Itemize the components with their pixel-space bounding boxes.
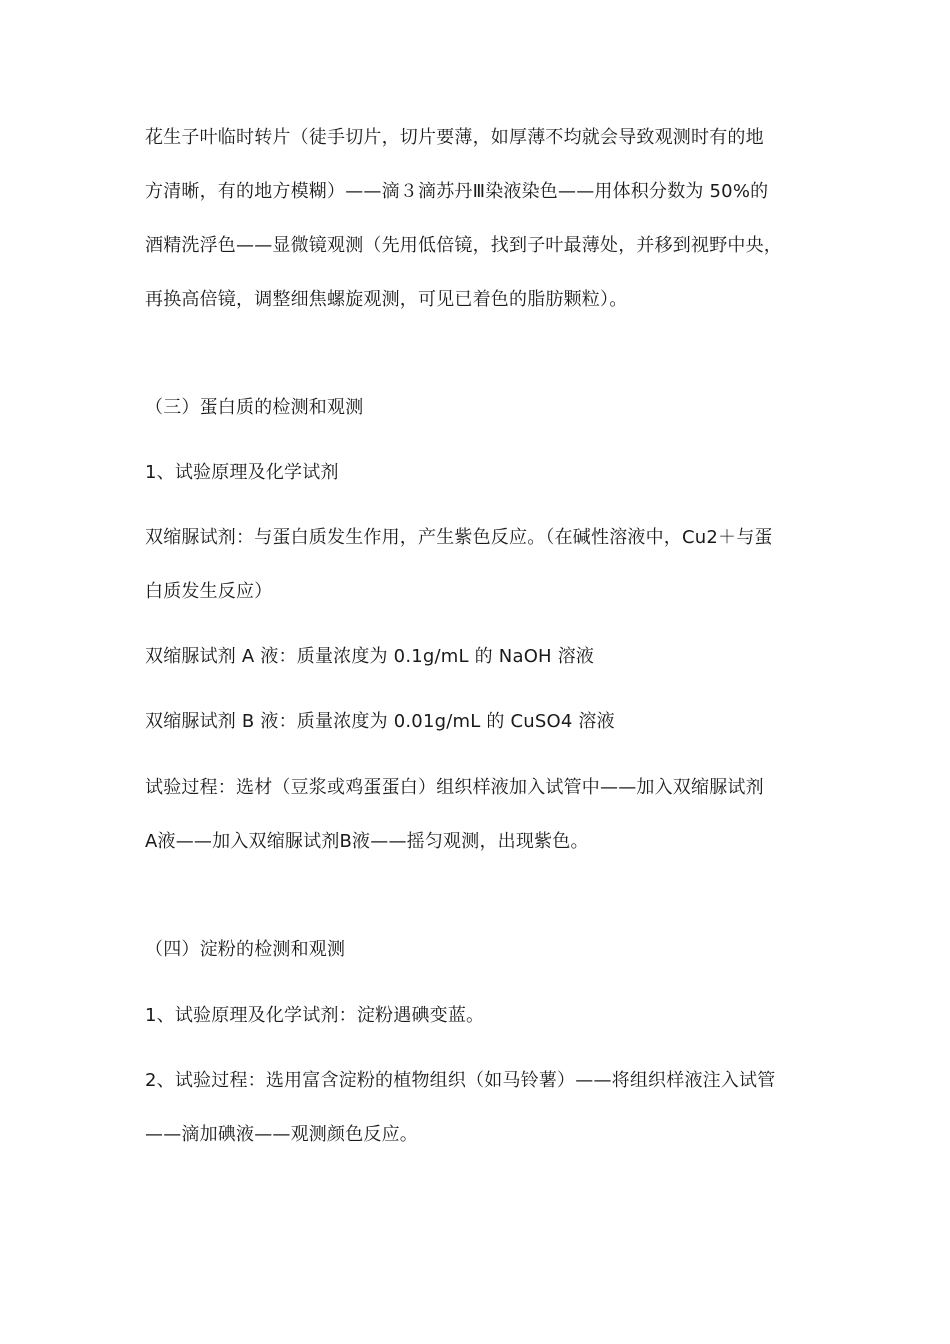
- section-heading-starch: （四）淀粉的检测和观测: [145, 939, 346, 960]
- biuret-solution-b: 双缩脲试剂 B 液：质量浓度为 0.01g/mL 的 CuSO4 溶液: [145, 711, 615, 732]
- starch-procedure-line-2: ——滴加碘液——观测颜色反应。: [145, 1124, 418, 1145]
- protein-procedure-line-1: 试验过程：选材（豆浆或鸡蛋蛋白）组织样液加入试管中——加入双缩脲试剂: [145, 777, 764, 798]
- paragraph-peanut-line-3: 酒精洗浮色——显微镜观测（先用低倍镜，找到子叶最薄处，并移到视野中央，: [145, 235, 782, 256]
- paragraph-peanut-line-4: 再换高倍镜，调整细焦螺旋观测，可见已着色的脂肪颗粒）。: [145, 289, 628, 310]
- section-heading-protein: （三）蛋白质的检测和观测: [145, 397, 364, 418]
- protein-principle-heading: 1、试验原理及化学试剂: [145, 462, 339, 483]
- starch-procedure-line-1: 2、试验过程：选用富含淀粉的植物组织（如马铃薯）——将组织样液注入试管: [145, 1070, 776, 1091]
- starch-principle: 1、试验原理及化学试剂：淀粉遇碘变蓝。: [145, 1005, 485, 1026]
- paragraph-peanut-line-2: 方清晰，有的地方模糊）——滴３滴苏丹Ⅲ染液染色——用体积分数为 50%的: [145, 181, 769, 202]
- biuret-solution-a: 双缩脲试剂 A 液：质量浓度为 0.1g/mL 的 NaOH 溶液: [145, 646, 595, 667]
- protein-procedure-line-2: A液——加入双缩脲试剂B液——摇匀观测，出现紫色。: [145, 831, 589, 852]
- biuret-reagent-line-2: 白质发生反应）: [145, 581, 273, 602]
- biuret-reagent-line-1: 双缩脲试剂：与蛋白质发生作用，产生紫色反应。（在碱性溶液中，Cu2＋与蛋: [145, 527, 773, 548]
- paragraph-peanut-line-1: 花生子叶临时转片（徒手切片，切片要薄，如厚薄不均就会导致观测时有的地: [145, 127, 764, 148]
